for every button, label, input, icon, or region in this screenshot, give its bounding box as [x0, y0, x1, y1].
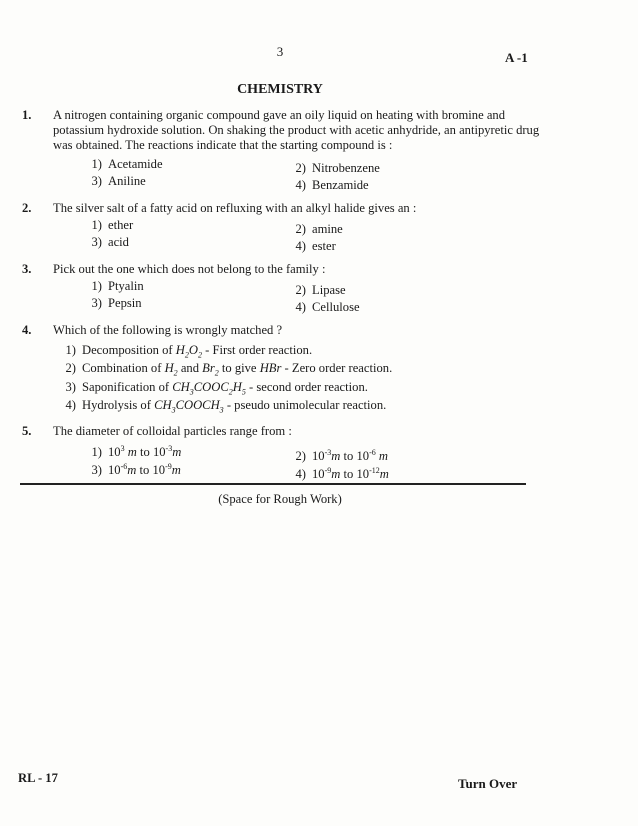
option: 2) Nitrobenzene — [295, 161, 380, 175]
option: 2) $10^{-3}m$ to $10^{-6}$ m — [295, 448, 388, 464]
option: 4) $10^{-9}m$ to $10^{-12}m$ — [295, 466, 389, 482]
divider — [20, 483, 526, 485]
rough-work-label: (Space for Rough Work) — [218, 492, 342, 506]
option: 3) Saponification of $CH_3COOC_2H_5$ - second order reaction. — [65, 380, 368, 397]
paper-code: A -1 — [505, 50, 528, 65]
question-text: The diameter of colloidal particles range from : — [53, 424, 292, 438]
question-text: A nitrogen containing organic compound gave an oily liquid on heating with bromine and potassium hydroxide solution. On shaking the product with acetic anhydride, an antipyretic drug was obtained. The reactions indicate that the starting compound is : — [53, 108, 540, 152]
question-number: 2. — [22, 201, 32, 215]
option: 2) Lipase — [295, 283, 346, 297]
option: 4) Hydrolysis of $CH_3COOCH_3$ - pseudo unimolecular reaction. — [65, 398, 387, 415]
question-text: Which of the following is wrongly matched ? — [53, 323, 283, 337]
option: 2) Combination of $H_2$ and $Br_2$ to give HBr - Zero order reaction. — [65, 361, 393, 378]
question-text: The silver salt of a fatty acid on refluxing with an alkyl halide gives an : — [53, 201, 417, 215]
option: 1) $10^3$ m to $10^{-3}m$ — [91, 444, 182, 460]
option: 4) ester — [295, 239, 336, 253]
option: 2) amine — [295, 222, 343, 236]
option: 4) Benzamide — [295, 178, 369, 192]
option: 3) Aniline — [91, 174, 146, 188]
turn-over-label: Turn Over — [458, 776, 518, 791]
option: 3) Pepsin — [91, 296, 142, 310]
question-2 — [22, 201, 542, 217]
section-title: CHEMISTRY — [237, 82, 323, 97]
option: 1) ether — [91, 218, 134, 232]
question-number: 1. — [22, 108, 32, 122]
page-number: 3 — [276, 44, 284, 59]
option: 3) acid — [91, 235, 129, 249]
question-number: 4. — [22, 323, 32, 337]
question-number: 5. — [22, 424, 32, 438]
footer-code: RL - 17 — [18, 771, 58, 785]
question-5 — [22, 424, 542, 440]
option: 3) $10^{-6}m$ to $10^{-9}m$ — [91, 462, 181, 478]
option: 1) Acetamide — [91, 157, 163, 171]
option: 4) Cellulose — [295, 300, 360, 314]
question-text: Pick out the one which does not belong to the family : — [53, 262, 326, 276]
question-3 — [22, 262, 542, 278]
option: 1) Decomposition of $H_2O_2$ - First order reaction. — [65, 343, 313, 360]
question-4 — [22, 323, 542, 339]
option: 1) Ptyalin — [91, 279, 144, 293]
question-number: 3. — [22, 262, 32, 276]
